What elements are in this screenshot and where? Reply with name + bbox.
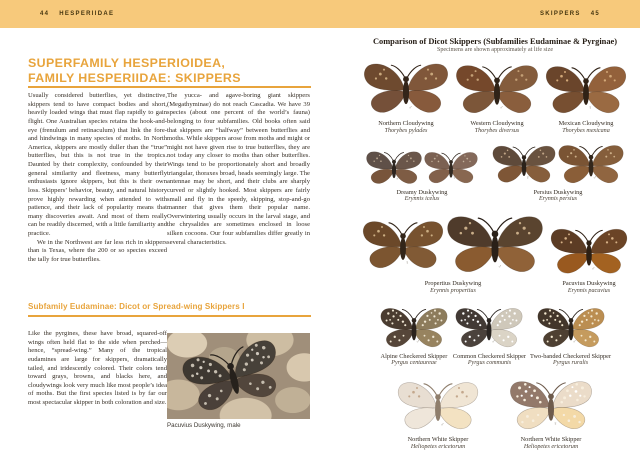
butterfly-specimen-illustration [365, 147, 423, 188]
subfamily-paragraph: Like the pyrgines, these have broad, squared-off wings often held flat to the side when perched—hence, “spread-wing.” Many of the tropical eudamines are large for skippers, dramatically tailed, and iridescently colored. Their colors tend toward grays, browns, and blacks here, and cloudywings look very much like most people’s idea of moths. But the first species listed is by far our most spectacular skipper in both coloration and size. [28, 330, 167, 406]
plate-rows [350, 57, 640, 451]
specimen-common-name: Dreamy Duskywing [396, 188, 448, 196]
body-paragraph: We in the Northwest are far less rich in skippers than is Texas, where the 200 or so species exceed the tally for true butterflies. [28, 238, 167, 263]
specimen-group [453, 303, 526, 368]
specimen-common-name: Persius Duskywing [533, 188, 583, 196]
plate-title: Comparison of Dicot Skippers (Subfamilies Eudaminae & Pyrginae) [372, 37, 618, 46]
specimen-common-name: Pacuvius Duskywing [562, 280, 616, 288]
sex-symbol: ♂ [572, 339, 577, 346]
specimen-scientific-name: Pyrgus ruralis [552, 360, 589, 367]
plate-row [379, 303, 611, 368]
running-header-right [540, 11, 600, 17]
body-paragraph: Usually considered butterflies, yet distinctive, skippers tend to have compact bodies and short, heavily loaded wings that must flap rapidly to gain flight. One Australian species retains the hook-and-eye (frenulum and retinaculum) that link the fore- and hindwings in many species of moths. In North America, skippers are mostly duller than the “true” butterflies, but this is not true in the tropics. Daunted by their complexity, confounded by their general similarity and fleetness, many butterfly enthusiasts ignore skippers, but this is their own loss. Skippers’ behavior, beauty, and natural history prove highly rewarding when attended to with patience, and their lack of popularity means that many discoveries await. And most of them really can be readily discerned, with a little familiarity and practice. [28, 92, 167, 237]
specimen-common-name: Northern White Skipper [407, 436, 469, 444]
sex-symbol: ♂ [416, 339, 420, 346]
running-title-left: HESPERIIDAE [59, 11, 115, 17]
specimen-group [365, 147, 479, 204]
plate-row [396, 375, 594, 451]
heading-rule [28, 86, 311, 88]
page-number-right: 45 [590, 11, 600, 17]
specimen-common-name: Common Checkered Skipper [452, 352, 527, 360]
chapter-heading-line1: SUPERFAMILY HESPERIOIDEA, [28, 56, 226, 70]
specimen-scientific-name: Erynnis pacuvius [567, 287, 611, 294]
plate-row [362, 57, 628, 135]
butterfly-specimen-illustration [557, 140, 625, 188]
specimen-scientific-name: Heliopetes ericetorum [410, 443, 466, 450]
specimen-group [396, 376, 480, 451]
photo-caption: Pacuvius Duskywing, male [167, 422, 241, 429]
butterfly-specimen-illustration [362, 57, 450, 119]
left-page [0, 28, 320, 459]
specimen-group [530, 303, 611, 368]
specimen-images [491, 140, 625, 188]
chapter-heading-line2: FAMILY HESPERIIDAE: SKIPPERS [28, 70, 241, 85]
text-column-1 [28, 92, 167, 265]
specimen-images [508, 375, 594, 435]
specimen-scientific-name: Thorybes mexicana [562, 127, 610, 134]
body-paragraph: The yucca- and agave-boring giant skippers (Megathyminae) do not reach Cascadia. We have 39 species (about one percent of the world’s fauna) belonging to four subfamilies. Old books often said that skippers are “halfway” between butterflies and moths. While skippers arose from moths and might or might not have given rise to true butterflies, they are not today any closer to moths than other butterflies. Wings tend to be proportionately short and broadly triangular, thoraxes broad, heads seemingly large. The antennae may be short, and their clubs are sharply curved or slightly hooked. Most skippers are fairly small and fly in the speedy, skipping, stop-and-go manner that gives them their popular name. Overwintering usually occurs in the larval stage, and the chrysalides are sometimes enclosed in loose silken cocoons. Our four subfamilies differ greatly in several characteristics. [167, 92, 310, 246]
sex-symbol: ♂ [593, 175, 597, 182]
sex-symbol: ♂ [395, 176, 400, 183]
specimen-scientific-name: Erynnis icelus [404, 196, 440, 203]
sex-symbol: ♀ [553, 421, 558, 428]
specimen-images [362, 57, 450, 119]
butterfly-specimen-illustration [454, 303, 524, 352]
specimen-group [361, 209, 545, 295]
sex-symbol: ♀ [525, 174, 530, 181]
butterfly-specimen-illustration [549, 223, 629, 279]
specimen-common-name: Northern Cloudywing [378, 120, 434, 127]
specimen-group [362, 57, 450, 135]
habitat-photo [167, 333, 310, 419]
running-header-bar [0, 0, 640, 28]
sex-symbol: ♂ [499, 105, 504, 112]
butterfly-specimen-illustration [544, 60, 628, 119]
right-page [320, 28, 640, 459]
butterfly-specimen-illustration [361, 215, 445, 274]
sex-symbol: ♂ [591, 265, 596, 272]
specimen-images [361, 209, 545, 279]
sex-symbol: ♀ [405, 259, 410, 266]
sex-symbol: ♂ [498, 264, 502, 270]
specimen-common-name: Alpine Checkered Skipper [380, 352, 448, 360]
plate-subtitle: Specimens are shown approximately at life size [436, 47, 554, 53]
specimen-images [396, 376, 480, 435]
butterfly-specimen-illustration [536, 303, 606, 352]
running-title-right: SKIPPERS [539, 11, 581, 17]
sex-symbol: ♀ [452, 175, 457, 182]
sex-symbol: ♂ [440, 421, 445, 428]
specimen-scientific-name: Erynnis persius [538, 196, 578, 203]
specimen-common-name: Two-banded Checkered Skipper [530, 352, 612, 360]
page-number-left: 44 [40, 11, 50, 17]
subfamily-rule [28, 315, 311, 317]
specimen-group [491, 140, 625, 204]
specimen-images [549, 223, 629, 279]
specimen-group [454, 59, 540, 135]
specimen-common-name: Mexican Cloudywing [558, 120, 614, 127]
running-header-left [40, 11, 114, 17]
specimen-images [454, 59, 540, 119]
sex-symbol: ♂ [408, 104, 413, 111]
specimen-scientific-name: Erynnis propertius [430, 287, 476, 294]
specimen-images [379, 303, 449, 352]
specimen-scientific-name: Heliopetes ericetorum [523, 443, 579, 450]
specimen-group [544, 60, 628, 135]
sex-symbol: ♀ [588, 105, 593, 112]
specimen-images [536, 303, 606, 352]
butterfly-specimen-illustration [423, 148, 479, 187]
specimen-group [549, 223, 629, 295]
butterfly-photo-illustration [176, 333, 290, 419]
butterfly-specimen-illustration [454, 59, 540, 119]
specimen-scientific-name: Pyrgus communis [467, 360, 512, 367]
subfamily-heading: Subfamily Eudaminae: Dicot or Spread-wing Skippers I [28, 302, 245, 311]
plate-row [365, 140, 625, 204]
comparison-plate [350, 37, 640, 451]
text-column-2 [167, 92, 310, 247]
specimen-common-name: Western Cloudywing [470, 120, 524, 127]
butterfly-specimen-illustration [379, 303, 449, 352]
specimen-common-name: Propertius Duskywing [424, 280, 482, 288]
specimen-scientific-name: Pyrgus centaureae [391, 360, 437, 367]
specimen-common-name: Northern White Skipper [520, 436, 582, 444]
specimen-images [454, 303, 524, 352]
specimen-group [508, 375, 594, 451]
specimen-scientific-name: Thorybes diversus [474, 127, 520, 134]
butterfly-specimen-illustration [445, 209, 545, 279]
sex-symbol: ♂ [491, 339, 496, 346]
butterfly-specimen-illustration [491, 141, 557, 187]
plate-row [361, 209, 629, 295]
butterfly-specimen-illustration [396, 376, 480, 435]
chapter-heading [28, 56, 241, 85]
specimen-images [544, 60, 628, 119]
specimen-group [379, 303, 449, 368]
butterfly-specimen-illustration [508, 375, 594, 435]
specimen-images [365, 147, 479, 188]
specimen-scientific-name: Thorybes pylades [384, 127, 428, 134]
